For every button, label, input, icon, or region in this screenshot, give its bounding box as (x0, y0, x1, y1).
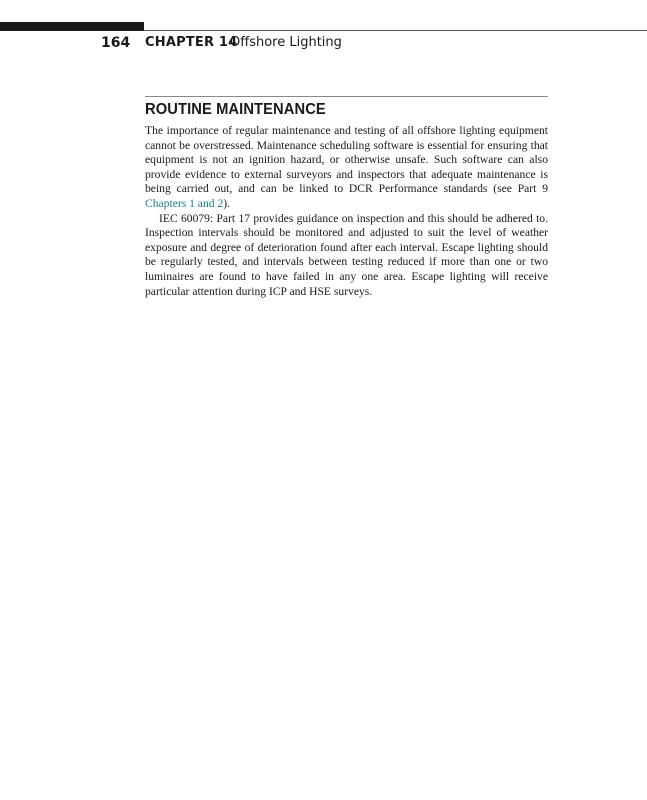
paragraph-1-tail: ). (223, 196, 231, 210)
paragraph-1 (145, 124, 548, 212)
chapter-title: Offshore Lighting (230, 35, 342, 50)
running-head (0, 35, 647, 53)
page-number: 164 (101, 35, 131, 51)
section-body (145, 124, 548, 299)
section-heading: ROUTINE MAINTENANCE (145, 101, 326, 118)
section-rule (145, 96, 548, 97)
header-bar (0, 22, 144, 31)
paragraph-1-text: The importance of regular maintenance and testing of all offshore lighting equipment cannot be overstressed. Maintenance scheduling software is essential for ensuring that equipment is not an ignition hazard, or otherwise unsafe. Such software can also provide evidence to external surveyors and inspectors that adequate maintenance is being carried out, and can be linked to DCR Performance standards (see Part 9 (145, 124, 548, 196)
paragraph-2: IEC 60079: Part 17 provides guidance on inspection and this should be adhered to. Inspection intervals should be monitored and adjusted to suit the level of weather exposure and degree of deterioration found after each interval. Escape lighting should be regularly tested, and intervals between testing reduced if more than one or two luminaires are found to have failed in any one area. Escape lighting will receive particular attention during ICP and HSE surveys. (145, 211, 548, 298)
chapter-label: CHAPTER 14 (145, 35, 238, 50)
header-rule (144, 30, 647, 31)
chapters-cross-reference-link[interactable]: Chapters 1 and 2 (145, 196, 224, 210)
